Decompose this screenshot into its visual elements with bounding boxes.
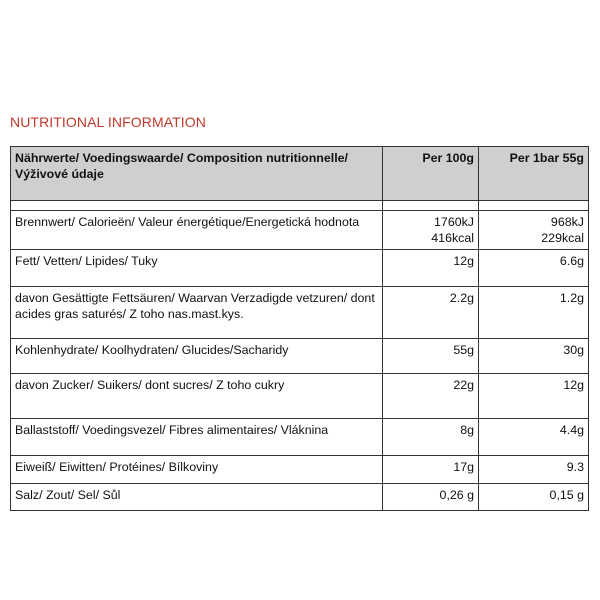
table-row-protein	[11, 456, 589, 484]
nutrient-name: Salz/ Zout/ Sel/ Sůl	[11, 484, 383, 511]
value-per-bar: 4.4g	[479, 419, 589, 456]
value-per-100g: 2.2g	[383, 287, 479, 339]
nutrient-name: Kohlenhydrate/ Koolhydraten/ Glucides/Sacharidy	[11, 339, 383, 374]
value-kj: 968kJ	[550, 215, 584, 229]
table-row-carbohydrates	[11, 339, 589, 374]
value-per-100g: 8g	[383, 419, 479, 456]
header-nutrient-name: Nährwerte/ Voedingswaarde/ Composition nutritionnelle/ Výživové údaje	[11, 147, 383, 201]
section-heading: NUTRITIONAL INFORMATION	[10, 114, 206, 130]
table-row-fibre	[11, 419, 589, 456]
table-row-fat	[11, 250, 589, 287]
value-kcal: 229kcal	[541, 231, 584, 245]
value-per-bar	[479, 211, 589, 250]
value-per-bar: 30g	[479, 339, 589, 374]
table-header-row	[11, 147, 589, 201]
table-row-sugars	[11, 374, 589, 419]
value-per-bar: 9.3	[479, 456, 589, 484]
header-per-bar: Per 1bar 55g	[479, 147, 589, 201]
value-per-100g: 22g	[383, 374, 479, 419]
value-kj: 1760kJ	[434, 215, 474, 229]
value-per-bar: 0,15 g	[479, 484, 589, 511]
nutrient-name: davon Gesättigte Fettsäuren/ Waarvan Verzadigde vetzuren/ dont acides gras saturés/ Z toho nas.mast.kys.	[11, 287, 383, 339]
value-per-bar: 1.2g	[479, 287, 589, 339]
value-per-100g: 55g	[383, 339, 479, 374]
nutrient-name: Eiweiß/ Eiwitten/ Protéines/ Bílkoviny	[11, 456, 383, 484]
value-per-100g: 17g	[383, 456, 479, 484]
value-per-bar: 6.6g	[479, 250, 589, 287]
table-spacer	[11, 201, 589, 211]
value-per-100g: 0,26 g	[383, 484, 479, 511]
nutrition-table	[10, 146, 589, 511]
value-per-100g: 12g	[383, 250, 479, 287]
nutrient-name: Ballaststoff/ Voedingsvezel/ Fibres alimentaires/ Vláknina	[11, 419, 383, 456]
header-per-100g: Per 100g	[383, 147, 479, 201]
nutrient-name: Fett/ Vetten/ Lipides/ Tuky	[11, 250, 383, 287]
nutrient-name: Brennwert/ Calorieën/ Valeur énergétique/Energetická hodnota	[11, 211, 383, 250]
value-kcal: 416kcal	[431, 231, 474, 245]
nutrient-name: davon Zucker/ Suikers/ dont sucres/ Z toho cukry	[11, 374, 383, 419]
value-per-100g	[383, 211, 479, 250]
table-row-salt	[11, 484, 589, 511]
value-per-bar: 12g	[479, 374, 589, 419]
table-row-energy	[11, 211, 589, 250]
table-row-saturated-fat	[11, 287, 589, 339]
